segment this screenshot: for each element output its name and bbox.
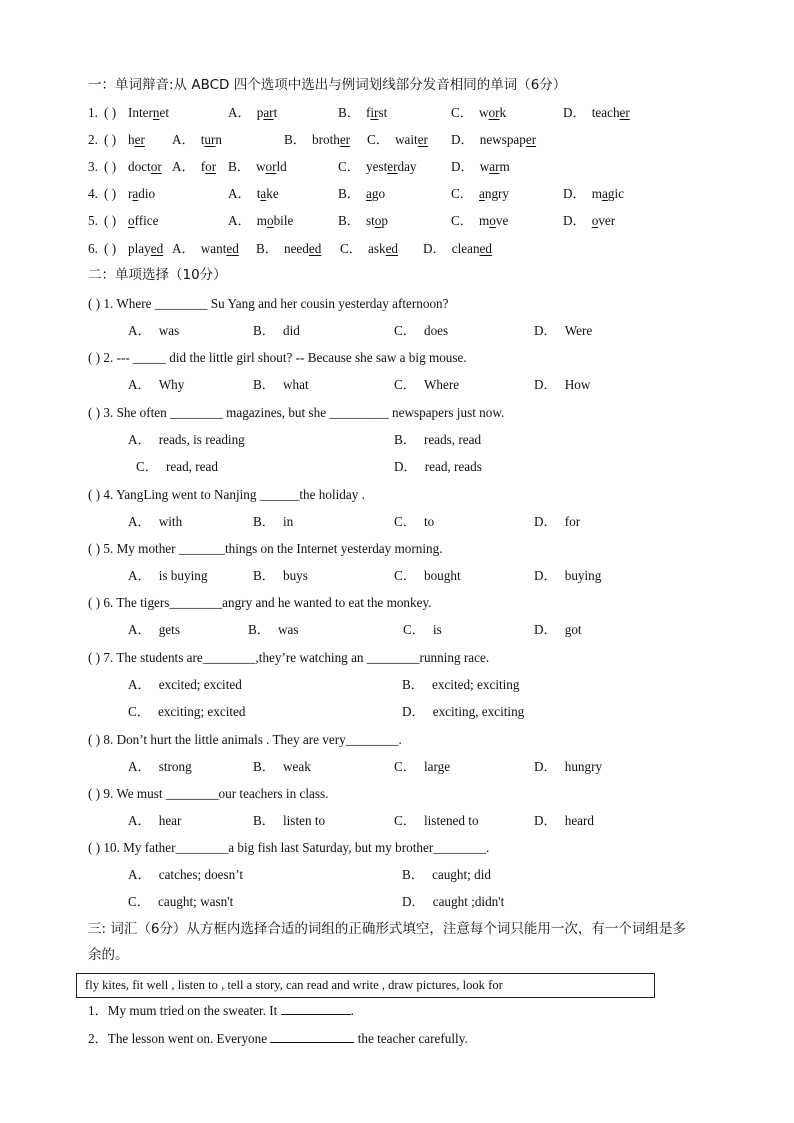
word-part: m: [591, 186, 602, 201]
mc-option[interactable]: [394, 567, 461, 585]
word-part: m: [478, 213, 490, 228]
mc-option[interactable]: [534, 513, 580, 531]
question-number: 4.: [88, 186, 98, 201]
option-text: read, read: [165, 459, 218, 474]
mc-option[interactable]: [394, 458, 482, 476]
option-a[interactable]: [172, 131, 222, 149]
mc-option[interactable]: [128, 322, 179, 340]
option-text: is: [432, 622, 442, 637]
mc-option[interactable]: [394, 812, 479, 830]
word-part: ngry: [484, 186, 510, 201]
section-3-heading: 三: 词汇（6分）从方框内选择合适的词组的正确形式填空，注意每个词只能用一次，有一个词组是多: [88, 921, 686, 937]
option-letter: D．: [534, 813, 557, 828]
underlined-part: o: [489, 213, 496, 228]
option-text: hear: [158, 813, 182, 828]
option-letter: A．: [128, 759, 151, 774]
word-part: f: [200, 159, 206, 174]
question-number: 6.: [88, 241, 98, 256]
mc-option[interactable]: [394, 758, 450, 776]
word-part: ld: [276, 159, 287, 174]
mc-option[interactable]: [128, 893, 233, 911]
option-letter: C．: [128, 704, 150, 719]
option-d[interactable]: [563, 212, 615, 230]
option-letter: A．: [128, 813, 151, 828]
option-letter: A．: [128, 432, 151, 447]
fill-item-text: .: [350, 1003, 354, 1018]
word-part: k: [499, 105, 507, 120]
word-part: broth: [311, 132, 340, 147]
option-letter: A．: [228, 186, 251, 201]
option-b[interactable]: [228, 158, 287, 176]
word-part: Inter: [128, 105, 153, 120]
option-letter: D．: [563, 186, 586, 201]
example-word: [128, 185, 155, 203]
mc-option[interactable]: [128, 703, 246, 721]
mc-option[interactable]: [128, 431, 245, 449]
option-text: was: [158, 323, 180, 338]
word-part: st: [365, 213, 375, 228]
option-text: strong: [158, 759, 192, 774]
example-word: [128, 104, 169, 122]
option-letter: B．: [338, 186, 360, 201]
option-letter: A．: [128, 622, 151, 637]
answer-parentheses[interactable]: ( ): [104, 132, 117, 147]
underlined-part: ir: [370, 105, 379, 120]
mc-option[interactable]: [128, 376, 184, 394]
section-3-heading-cont: 余的。: [88, 947, 129, 963]
word-part: yest: [365, 159, 388, 174]
underlined-part: ed: [226, 241, 239, 256]
option-letter: C．: [451, 186, 473, 201]
mc-option[interactable]: [534, 621, 582, 639]
option-letter: A．: [172, 132, 195, 147]
option-letter: C．: [394, 514, 416, 529]
answer-blank[interactable]: [270, 1030, 354, 1043]
underlined-part: er: [339, 132, 351, 147]
option-letter: C．: [340, 241, 362, 256]
option-c[interactable]: [451, 185, 509, 203]
option-letter: B．: [284, 132, 306, 147]
option-letter: D．: [451, 132, 474, 147]
answer-parentheses[interactable]: ( ): [104, 159, 117, 174]
word-part: r: [128, 186, 133, 201]
option-c[interactable]: [340, 240, 398, 258]
option-text: catches; doesn’t: [158, 867, 244, 882]
mc-option[interactable]: [253, 567, 308, 585]
underlined-part: or: [488, 105, 500, 120]
mc-option[interactable]: [394, 513, 434, 531]
option-letter: D．: [534, 323, 557, 338]
option-text: buying: [564, 568, 602, 583]
word-part: play: [128, 241, 151, 256]
word-part: ve: [495, 213, 509, 228]
underlined-part: a: [601, 186, 608, 201]
option-b[interactable]: [338, 185, 385, 203]
underlined-part: er: [387, 159, 398, 174]
option-text: caught ;didn't: [432, 894, 505, 909]
underlined-part: ur: [204, 132, 216, 147]
option-text: for: [564, 514, 581, 529]
option-letter: D．: [563, 105, 586, 120]
underlined-part: ed: [150, 241, 164, 256]
word-part: clean: [451, 241, 480, 256]
option-letter: B．: [253, 568, 275, 583]
underlined-part: a: [132, 186, 139, 201]
fill-item-text: the teacher carefully.: [354, 1031, 468, 1046]
word-part: teach: [591, 105, 620, 120]
underlined-part: or: [205, 159, 217, 174]
underlined-part: n: [152, 105, 160, 120]
mc-option[interactable]: [128, 567, 207, 585]
option-text: How: [564, 377, 591, 392]
word-part: day: [397, 159, 417, 174]
option-text: reads, is reading: [158, 432, 245, 447]
word-part: go: [371, 186, 386, 201]
option-text: large: [423, 759, 451, 774]
mc-option[interactable]: [534, 758, 602, 776]
word-part: doct: [128, 159, 151, 174]
option-letter: C．: [136, 459, 158, 474]
word-box: fly kites, fit well , listen to , tell a story, can read and write , draw pictures, look for: [76, 973, 655, 998]
option-c[interactable]: [451, 104, 506, 122]
option-letter: B．: [402, 677, 424, 692]
option-letter: D．: [423, 241, 446, 256]
option-letter: B．: [338, 213, 360, 228]
option-text: was: [277, 622, 299, 637]
underlined-part: er: [525, 132, 537, 147]
mc-option[interactable]: [402, 893, 504, 911]
word-part: n: [215, 132, 222, 147]
section-2-heading: 二：单项选择（10分）: [88, 267, 227, 283]
underlined-part: o: [266, 213, 274, 228]
fill-item-2: [88, 1030, 468, 1048]
mc-option[interactable]: [253, 376, 309, 394]
mc-option[interactable]: [403, 621, 442, 639]
option-b[interactable]: [338, 104, 387, 122]
word-part: ask: [367, 241, 386, 256]
word-part: p: [381, 213, 388, 228]
option-letter: A．: [128, 568, 151, 583]
option-b[interactable]: [338, 212, 388, 230]
option-letter: A．: [128, 323, 151, 338]
example-word: [128, 158, 162, 176]
question-number: 5.: [88, 213, 98, 228]
option-text: hungry: [564, 759, 603, 774]
option-text: caught; wasn't: [157, 894, 234, 909]
underlined-part: a: [365, 186, 372, 201]
option-letter: C．: [367, 132, 389, 147]
option-letter: B．: [256, 241, 278, 256]
mc-question-4: ( ) 4. YangLing went to Nanjing ______the holiday .: [88, 487, 365, 502]
underlined-part: ed: [479, 241, 492, 256]
word-part: f: [365, 105, 371, 120]
word-part: h: [128, 132, 135, 147]
mc-question-1: ( ) 1. Where ________ Su Yang and her cousin yesterday afternoon?: [88, 296, 449, 311]
mc-option[interactable]: [394, 431, 481, 449]
mc-option[interactable]: [534, 322, 592, 340]
option-letter: B．: [253, 377, 275, 392]
option-a[interactable]: [228, 185, 279, 203]
option-d[interactable]: [563, 104, 630, 122]
option-c[interactable]: [451, 212, 508, 230]
option-text: Were: [564, 323, 593, 338]
option-letter: A．: [172, 241, 195, 256]
option-letter: A．: [128, 867, 151, 882]
word-part: ffice: [134, 213, 159, 228]
option-a[interactable]: [172, 158, 216, 176]
option-letter: B．: [253, 514, 275, 529]
mc-question-7: ( ) 7. The students are________,they’re watching an ________running race.: [88, 650, 490, 665]
option-d[interactable]: [451, 158, 510, 176]
word-part: m: [499, 159, 510, 174]
option-letter: C．: [394, 323, 416, 338]
option-letter: B．: [248, 622, 270, 637]
question-number: 2.: [88, 132, 98, 147]
mc-question-10: ( ) 10. My father________a big fish last Saturday, but my brother________.: [88, 840, 490, 855]
option-text: gets: [158, 622, 180, 637]
option-letter: C．: [451, 213, 473, 228]
word-part: bile: [273, 213, 294, 228]
underlined-part: er: [134, 132, 145, 147]
underlined-part: ed: [385, 241, 399, 256]
option-letter: D．: [394, 459, 417, 474]
example-word: [128, 240, 163, 258]
mc-option[interactable]: [128, 621, 180, 639]
word-part: m: [256, 213, 267, 228]
underlined-part: or: [265, 159, 277, 174]
underlined-part: a: [478, 186, 485, 201]
underlined-part: ed: [308, 241, 322, 256]
mc-question-3: ( ) 3. She often ________ magazines, but she _________ newspapers just now.: [88, 405, 505, 420]
example-word: [128, 212, 159, 230]
option-text: caught; did: [431, 867, 491, 882]
option-letter: B．: [253, 813, 275, 828]
option-text: to: [423, 514, 435, 529]
mc-option[interactable]: [534, 812, 594, 830]
option-letter: D．: [534, 568, 557, 583]
option-a[interactable]: [228, 212, 293, 230]
option-text: excited; excited: [158, 677, 242, 692]
option-text: reads, read: [423, 432, 482, 447]
mc-option[interactable]: [128, 513, 182, 531]
option-letter: A．: [128, 677, 151, 692]
mc-option[interactable]: [253, 513, 293, 531]
word-part: want: [200, 241, 227, 256]
option-letter: B．: [394, 432, 416, 447]
answer-parentheses[interactable]: ( ): [104, 241, 117, 256]
option-letter: C．: [403, 622, 425, 637]
option-letter: A．: [228, 213, 251, 228]
option-text: listened to: [423, 813, 479, 828]
mc-question-2: ( ) 2. --- _____ did the little girl shout? -- Because she saw a big mouse.: [88, 350, 467, 365]
answer-parentheses[interactable]: ( ): [104, 105, 117, 120]
fill-item-1: [88, 1002, 354, 1020]
word-part: ke: [266, 186, 279, 201]
underlined-part: o: [374, 213, 382, 228]
word-part: ver: [598, 213, 616, 228]
option-letter: D．: [534, 622, 557, 637]
word-part: wait: [394, 132, 418, 147]
option-letter: D．: [563, 213, 586, 228]
mc-option[interactable]: [128, 758, 192, 776]
word-part: st: [378, 105, 388, 120]
option-letter: D．: [402, 894, 425, 909]
option-letter: B．: [228, 159, 250, 174]
option-text: in: [282, 514, 294, 529]
option-letter: D．: [534, 759, 557, 774]
word-part: gic: [607, 186, 624, 201]
option-letter: B．: [338, 105, 360, 120]
word-part: w: [255, 159, 266, 174]
underlined-part: o: [591, 213, 599, 228]
mc-question-5: ( ) 5. My mother _______things on the Internet yesterday morning.: [88, 541, 443, 556]
option-text: exciting, exciting: [432, 704, 525, 719]
question-number: 1.: [88, 105, 98, 120]
word-part: need: [283, 241, 309, 256]
option-d[interactable]: [563, 185, 624, 203]
mc-option[interactable]: [394, 376, 459, 394]
option-text: weak: [282, 759, 311, 774]
underlined-part: a: [260, 186, 267, 201]
option-d[interactable]: [451, 131, 536, 149]
mc-question-6: ( ) 6. The tigers________angry and he wanted to eat the monkey.: [88, 595, 432, 610]
option-letter: C．: [394, 377, 416, 392]
underlined-part: or: [150, 159, 162, 174]
option-text: exciting; excited: [157, 704, 246, 719]
option-text: is buying: [158, 568, 208, 583]
mc-option[interactable]: [402, 866, 491, 884]
option-letter: B．: [253, 759, 275, 774]
mc-option[interactable]: [402, 703, 524, 721]
option-letter: C．: [394, 813, 416, 828]
mc-question-8: ( ) 8. Don’t hurt the little animals . They are very________.: [88, 732, 402, 747]
option-text: does: [423, 323, 449, 338]
option-letter: C．: [394, 568, 416, 583]
option-letter: C．: [128, 894, 150, 909]
option-letter: A．: [128, 514, 151, 529]
word-part: newspap: [479, 132, 526, 147]
option-letter: C．: [451, 105, 473, 120]
fill-item-text: 2．The lesson went on. Everyone: [88, 1031, 271, 1046]
section-1-heading: 一：单词辩音:从 ABCD 四个选项中选出与例词划线部分发音相同的单词（6分）: [88, 77, 567, 93]
option-text: with: [158, 514, 183, 529]
option-b[interactable]: [284, 131, 350, 149]
option-text: read, reads: [424, 459, 482, 474]
word-part: t: [256, 186, 261, 201]
option-letter: D．: [451, 159, 474, 174]
option-b[interactable]: [256, 240, 321, 258]
option-text: got: [564, 622, 582, 637]
underlined-part: ar: [489, 159, 500, 174]
option-letter: A．: [128, 377, 151, 392]
option-text: heard: [564, 813, 595, 828]
mc-option[interactable]: [128, 676, 242, 694]
option-text: buys: [282, 568, 308, 583]
option-letter: A．: [228, 105, 251, 120]
mc-option[interactable]: [128, 812, 181, 830]
mc-option[interactable]: [253, 812, 325, 830]
mc-option[interactable]: [534, 567, 601, 585]
option-text: bought: [423, 568, 461, 583]
option-text: excited; exciting: [431, 677, 520, 692]
underlined-part: o: [128, 213, 135, 228]
option-text: what: [282, 377, 309, 392]
underlined-part: ar: [263, 105, 274, 120]
option-text: did: [282, 323, 300, 338]
option-text: Where: [423, 377, 460, 392]
option-c[interactable]: [367, 131, 428, 149]
fill-item-text: 1．My mum tried on the sweater. It: [88, 1003, 281, 1018]
option-letter: D．: [534, 514, 557, 529]
option-letter: D．: [534, 377, 557, 392]
option-letter: B．: [402, 867, 424, 882]
question-number: 3.: [88, 159, 98, 174]
word-part: p: [256, 105, 264, 120]
answer-blank[interactable]: [281, 1002, 351, 1015]
underlined-part: er: [417, 132, 428, 147]
option-text: listen to: [282, 813, 326, 828]
mc-option[interactable]: [128, 866, 243, 884]
word-part: et: [159, 105, 170, 120]
option-a[interactable]: [228, 104, 277, 122]
word-part: w: [479, 159, 490, 174]
example-word: [128, 131, 145, 149]
mc-option[interactable]: [402, 676, 520, 694]
option-letter: C．: [338, 159, 360, 174]
option-letter: A．: [172, 159, 195, 174]
mc-option[interactable]: [253, 322, 300, 340]
option-letter: D．: [402, 704, 425, 719]
option-letter: C．: [394, 759, 416, 774]
option-d[interactable]: [423, 240, 492, 258]
underlined-part: er: [619, 105, 630, 120]
word-part: w: [478, 105, 489, 120]
mc-option[interactable]: [534, 376, 590, 394]
mc-option[interactable]: [394, 322, 448, 340]
option-c[interactable]: [338, 158, 417, 176]
mc-option[interactable]: [248, 621, 299, 639]
option-text: Why: [158, 377, 185, 392]
word-part: dio: [138, 186, 156, 201]
mc-option[interactable]: [253, 758, 311, 776]
word-part: t: [200, 132, 205, 147]
answer-parentheses[interactable]: ( ): [104, 186, 117, 201]
word-part: t: [273, 105, 278, 120]
mc-option[interactable]: [136, 458, 218, 476]
option-letter: B．: [253, 323, 275, 338]
option-a[interactable]: [172, 240, 239, 258]
answer-parentheses[interactable]: ( ): [104, 213, 117, 228]
mc-question-9: ( ) 9. We must ________our teachers in class.: [88, 786, 329, 801]
